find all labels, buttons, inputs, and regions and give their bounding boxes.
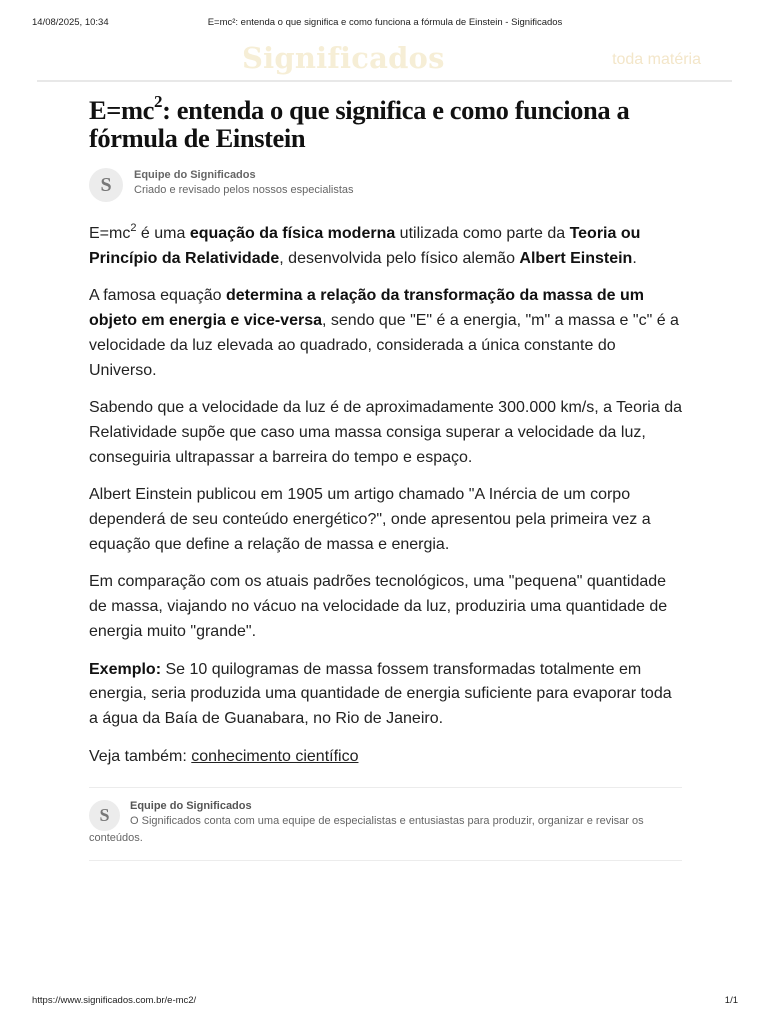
print-page-number: 1/1 [724, 995, 738, 1006]
site-header [37, 38, 732, 82]
see-also: Veja também: conhecimento científico [89, 747, 359, 765]
paragraph-4: Albert Einstein publicou em 1905 um artigo chamado "A Inércia de um corpo dependerá de seu conteúdo energético?", onde apresentou pela primeira vez a equação que define a relação de massa e energia. [89, 486, 651, 553]
footer-author-name[interactable]: Equipe do Significados [130, 800, 252, 813]
paragraph-2: A famosa equação determina a relação da transformação da massa de um objeto em energia e vice-versa, sendo que "E" é a energia, "m" a massa e "c" é a velocidade da luz elevada ao quadrado, considerada a única constante do Universo. [89, 287, 679, 379]
see-also-link[interactable]: conhecimento científico [191, 747, 359, 765]
print-document-title: E=mc²: entenda o que significa e como funciona a fórmula de Einstein - Significados [207, 17, 563, 28]
print-footer [32, 995, 738, 1009]
site-logo[interactable]: Significados [242, 41, 445, 75]
print-header [32, 17, 738, 31]
print-date: 14/08/2025, 10:34 [32, 17, 109, 28]
paragraph-1: $E=mc^2$ é uma equação da física moderna utilizada como parte da Teoria ou Princípio da Relatividade, desenvolvida pelo físico alemão Albert Einstein. [89, 222, 641, 267]
paragraph-5: Em comparação com os atuais padrões tecnológicos, uma "pequena" quantidade de massa, viajando no vácuo na velocidade da luz, produziria uma quantidade de energia muito "grande". [89, 573, 668, 640]
partner-logo[interactable]: toda matéria [612, 51, 701, 68]
print-url: https://www.significados.com.br/e-mc2/ [32, 995, 197, 1006]
footer-author-avatar: S [89, 800, 120, 831]
article [89, 92, 682, 861]
author-footer [89, 787, 682, 861]
article-title: $E=mc^2$: entenda o que significa e como funciona a fórmula de Einstein [89, 92, 630, 153]
author-name[interactable]: Equipe do Significados [134, 169, 256, 181]
footer-author-description: O Significados conta com uma equipe de especialistas e entusiastas para produzir, organizar e revisar os conteúdos. [89, 815, 644, 845]
paragraph-3: Sabendo que a velocidade da luz é de aproximadamente 300.000 km/s, a Teoria da Relatividade supõe que caso uma massa consiga superar a velocidade da luz, conseguiria ultrapassar a barreira do tempo e espaço. [89, 399, 682, 466]
author-block [89, 168, 682, 206]
author-subtitle: Criado e revisado pelos nossos especialistas [134, 184, 354, 196]
article-body [89, 222, 682, 769]
author-avatar: S [89, 168, 123, 202]
paragraph-example: Exemplo: Se 10 quilogramas de massa fossem transformadas totalmente em energia, seria produzida uma quantidade de energia suficiente para evaporar toda a água da Baía de Guanabara, no Rio de Janeiro. [89, 660, 672, 727]
